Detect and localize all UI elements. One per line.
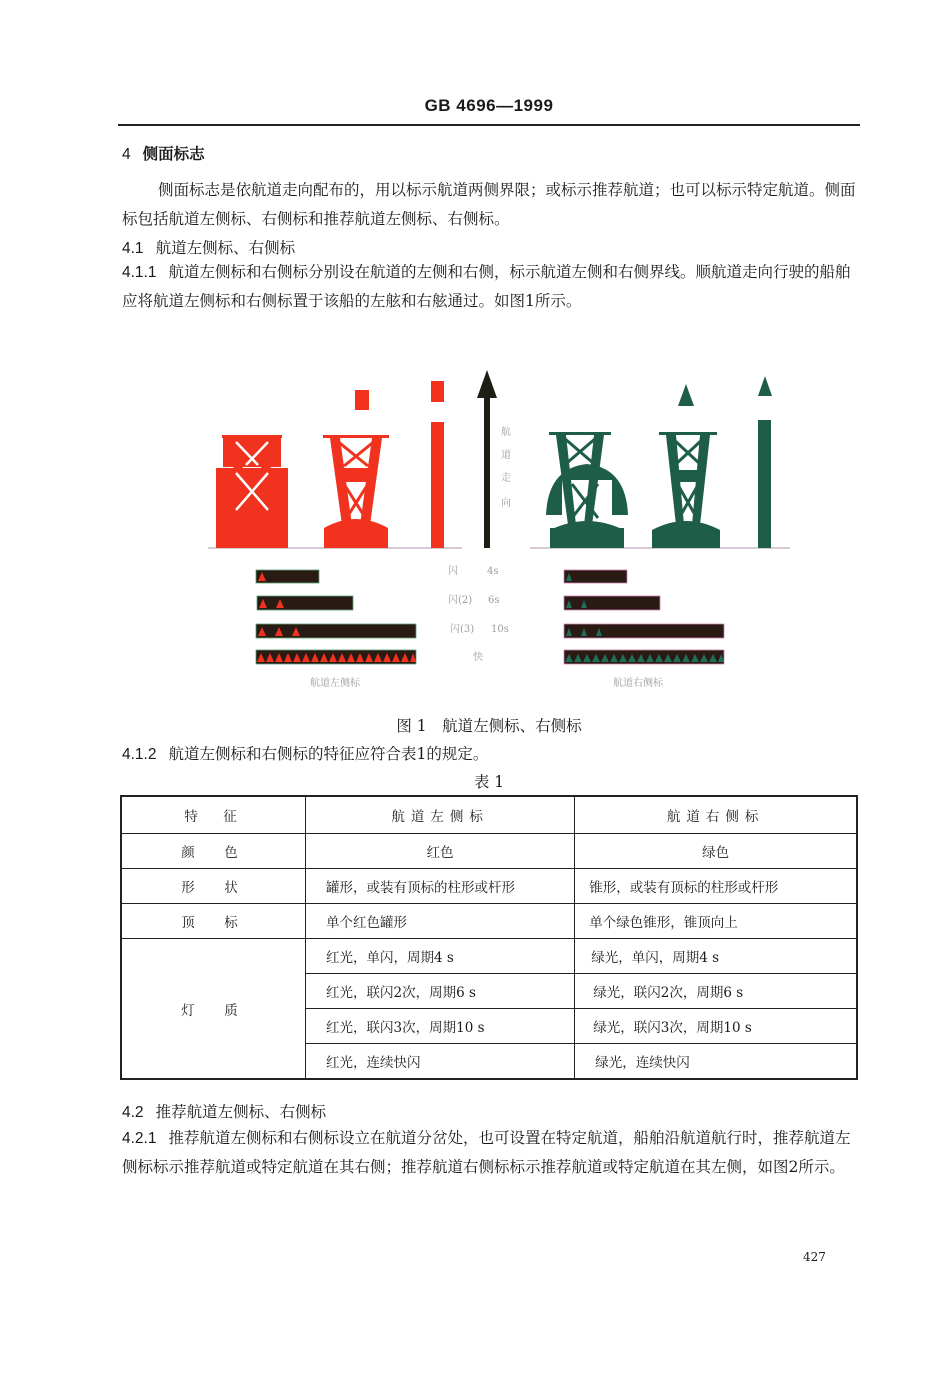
left-mark-cell: 罐形，或装有顶标的柱形或杆形 xyxy=(306,869,575,904)
section-number: 4.2.1 xyxy=(122,1130,157,1147)
red-spar-buoy-icon xyxy=(431,381,444,548)
right-mark-cell: 绿光，连续快闪 xyxy=(575,1044,857,1080)
channel-direction-arrow-icon xyxy=(477,370,511,548)
left-mark-cell: 红光，联闪3次，周期10 s xyxy=(306,1009,575,1044)
table-1 xyxy=(120,795,858,1080)
svg-text:道: 道 xyxy=(501,450,511,461)
section-number: 4.2 xyxy=(122,1104,144,1121)
section-title: 航道左侧标、右侧标 xyxy=(155,239,296,257)
table-row xyxy=(121,834,857,869)
section-number: 4 xyxy=(122,146,131,163)
right-mark-cell: 绿光，联闪2次，周期6 s xyxy=(575,974,857,1009)
svg-text:闪(3): 闪(3) xyxy=(450,624,475,635)
right-mark-cell: 绿光，单闪，周期4 s xyxy=(575,939,857,974)
table-row xyxy=(121,904,857,939)
feature-cell: 顶 标 xyxy=(121,904,306,939)
section-4-1-2-paragraph xyxy=(122,740,488,769)
svg-text:向: 向 xyxy=(501,498,511,509)
header-rule xyxy=(118,124,860,126)
table-row xyxy=(121,869,857,904)
table-header-cell: 特 征 xyxy=(121,796,306,834)
svg-text:快: 快 xyxy=(473,652,483,663)
page-number: 427 xyxy=(803,1250,826,1264)
left-mark-cell: 红光，单闪，周期4 s xyxy=(306,939,575,974)
section-4-heading xyxy=(122,142,205,164)
red-pillar-buoy-icon xyxy=(323,390,389,548)
feature-cell: 灯 质 xyxy=(121,939,306,1080)
paragraph-text: 推荐航道左侧标和右侧标设立在航道分岔处，也可设置在特定航道，船舶沿航道航行时，推荐航道左侧标标示推荐航道或特定航道在其右侧；推荐航道右侧标标示推荐航道或特定航道在其左侧，如图2所示。 xyxy=(122,1129,851,1176)
right-mark-cell: 锥形，或装有顶标的柱形或杆形 xyxy=(575,869,857,904)
section-number: 4.1.2 xyxy=(122,746,157,763)
right-mark-label: 航道右侧标 xyxy=(613,678,663,689)
green-conical-buoy-icon xyxy=(546,432,628,548)
right-light-rhythm-bars xyxy=(564,570,724,664)
figure-1 xyxy=(200,360,800,700)
left-mark-cell: 红色 xyxy=(306,834,575,869)
table-header-cell: 航道右侧标 xyxy=(575,796,857,834)
figure-1-caption: 图 1 航道左侧标、右侧标 xyxy=(396,717,582,735)
left-mark-cell: 红光，连续快闪 xyxy=(306,1044,575,1080)
paragraph-text: 航道左侧标和右侧标的特征应符合表1的规定。 xyxy=(168,745,489,763)
section-4-paragraph: 侧面标志是依航道走向配布的，用以标示航道两侧界限；或标示推荐航道；也可以标示特定航道。侧面标包括航道左侧标、右侧标和推荐航道左侧标、右侧标。 xyxy=(122,181,856,228)
svg-text:4s: 4s xyxy=(487,566,499,577)
green-pillar-buoy-icon xyxy=(652,384,720,548)
section-4-1-1-paragraph xyxy=(122,258,860,316)
section-title: 侧面标志 xyxy=(142,144,205,163)
right-mark-cell: 单个绿色锥形，锥顶向上 xyxy=(575,904,857,939)
right-mark-cell: 绿色 xyxy=(575,834,857,869)
section-4-2-1-paragraph xyxy=(122,1124,860,1182)
feature-cell: 形 状 xyxy=(121,869,306,904)
green-spar-buoy-icon xyxy=(758,376,772,548)
section-title: 推荐航道左侧标、右侧标 xyxy=(155,1103,327,1121)
svg-text:闪: 闪 xyxy=(448,566,458,577)
right-mark-cell: 绿光，联闪3次，周期10 s xyxy=(575,1009,857,1044)
svg-text:10s: 10s xyxy=(491,624,509,635)
svg-text:闪(2): 闪(2) xyxy=(448,595,473,606)
section-number: 4.1 xyxy=(122,240,144,257)
left-mark-cell: 单个红色罐形 xyxy=(306,904,575,939)
svg-text:走: 走 xyxy=(501,473,511,484)
document-header-title: GB 4696—1999 xyxy=(424,96,554,115)
left-mark-label: 航道左侧标 xyxy=(310,678,360,689)
svg-text:6s: 6s xyxy=(488,595,500,606)
table-header-row xyxy=(121,796,857,834)
left-light-rhythm-bars xyxy=(256,570,416,664)
table-header-cell: 航道左侧标 xyxy=(306,796,575,834)
arrow-label-char: 航 xyxy=(501,427,511,438)
light-rhythm-labels xyxy=(448,564,509,663)
table-row xyxy=(121,939,857,974)
section-4-2-heading xyxy=(122,1098,326,1127)
left-mark-cell: 红光，联闪2次，周期6 s xyxy=(306,974,575,1009)
paragraph-text: 航道左侧标和右侧标分别设在航道的左侧和右侧，标示航道左侧和右侧界线。顺航道走向行驶的船舶应将航道左侧标和右侧标置于该船的左舷和右舷通过。如图1所示。 xyxy=(122,263,851,310)
figure-1-illustration xyxy=(200,360,800,700)
feature-cell: 颜 色 xyxy=(121,834,306,869)
section-number: 4.1.1 xyxy=(122,264,157,281)
table-1-title: 表 1 xyxy=(473,773,505,791)
